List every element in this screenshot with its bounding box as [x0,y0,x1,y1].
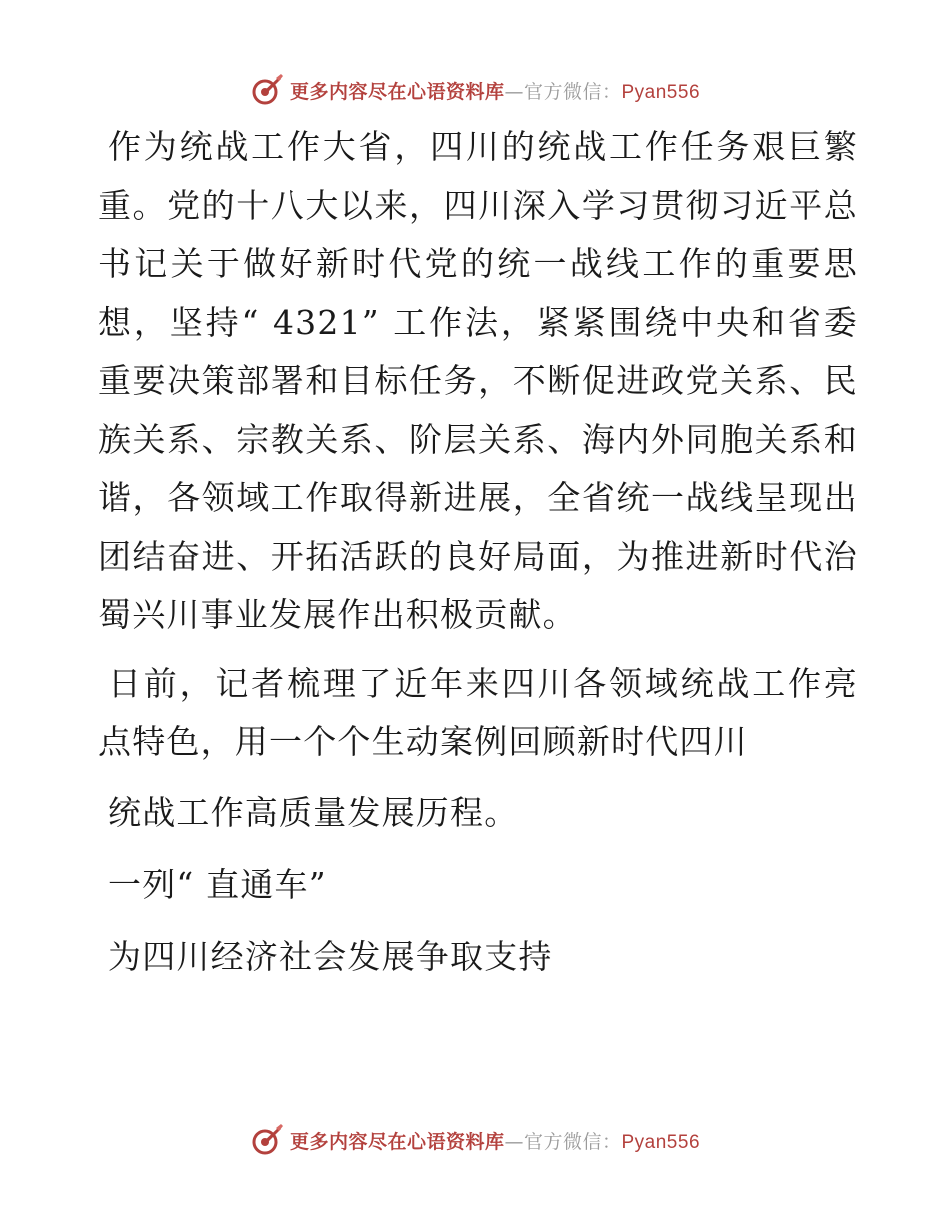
watermark-label: 官方微信： [523,80,622,103]
document-body [98,118,858,986]
watermark-brand: 更多内容尽在心语资料库 [289,1130,505,1153]
section-heading: 一列“ 直通车” [108,864,327,904]
watermark-brand: 更多内容尽在心语资料库 [289,80,505,103]
section-subheading: 为四川经济社会发展争取支持 [108,936,553,976]
watermark-wechat-id: Pyan556 [621,81,701,103]
header-watermark [0,70,950,110]
watermark-label: 官方微信： [523,1130,622,1153]
quill-logo-icon [250,73,284,107]
footer-watermark [0,1120,950,1160]
quill-logo-icon [250,1123,284,1157]
paragraph-3: 统战工作高质量发展历程。 [108,792,519,832]
watermark-wechat-id: Pyan556 [621,1131,701,1153]
watermark-separator: — [504,80,524,103]
paragraph-2: 日前，记者梳理了近年来四川各领域统战工作亮点特色，用一个个生动案例回顾新时代四川 [98,663,858,761]
watermark-separator: — [504,1130,524,1153]
paragraph-1: 作为统战工作大省，四川的统战工作任务艰巨繁重。党的十八大以来，四川深入学习贯彻习近平总书记关于做好新时代党的统一战线工作的重要思想，坚持“ 4321” 工作法，紧紧围绕中央和省委重要决策部署和目标任务，不断促进政党关系、民族关系、宗教关系、阶层关系、海内外同胞关系和谐，各领域工作取得新进展，全省统一战线呈现出团结奋进、开拓活跃的良好局面，为推进新时代治蜀兴川事业发展作出积极贡献。 [98,127,858,634]
